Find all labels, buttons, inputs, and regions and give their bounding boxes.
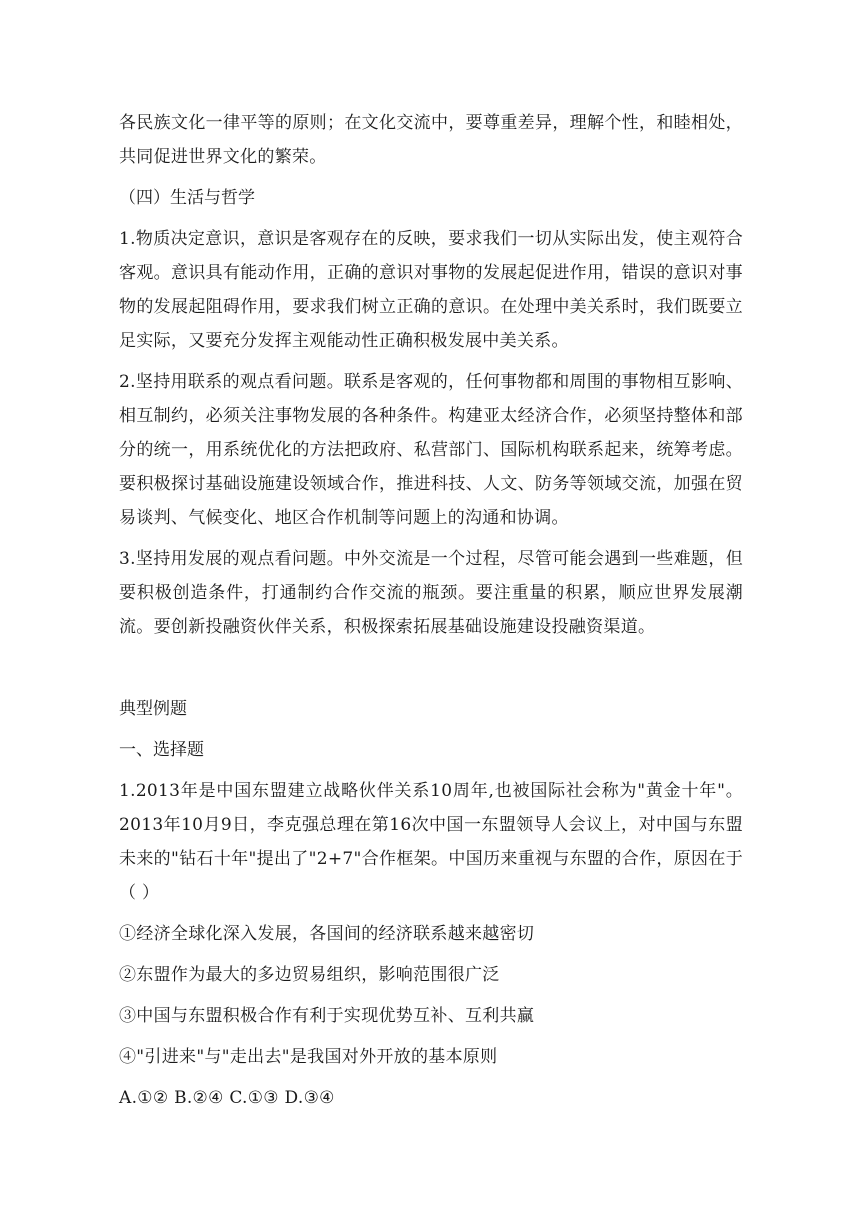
section-spacer	[119, 651, 743, 692]
choice-section-title: 一、选择题	[119, 740, 204, 760]
continuation-paragraph: 各民族文化一律平等的原则；在文化交流中，要尊重差异，理解个性，和睦相处，共同促进世界文化的繁荣。	[119, 113, 743, 167]
subheading-life-philosophy: （四）生活与哲学	[119, 188, 255, 208]
point-2-paragraph: 2.坚持用联系的观点看问题。联系是客观的，任何事物都和周围的事物相互影响、相互制约，必须关注事物发展的各种条件。构建亚太经济合作，必须坚持整体和部分的统一，用系统优化的方法把政府、私营部门、国际机构联系起来，统筹考虑。要积极探讨基础设施建设领域合作，推进科技、人文、防务等领域交流，加强在贸易谈判、气候变化、地区合作机制等问题上的沟通和协调。	[119, 372, 743, 528]
point-1-paragraph: 1.物质决定意识，意识是客观存在的反映，要求我们一切从实际出发，使主观符合客观。意识具有能动作用，正确的意识对事物的发展起促进作用，错误的意识对事物的发展起阻碍作用，要求我们树立正确的意识。在处理中美关系时，我们既要立足实际，又要充分发挥主观能动性正确积极发展中美关系。	[119, 229, 743, 351]
option-4: ④"引进来"与"走出去"是我国对外开放的基本原则	[119, 1047, 498, 1067]
question-1-stem: 1.2013年是中国东盟建立战略伙伴关系10周年,也被国际社会称为"黄金十年"。2013年10月9日，李克强总理在第16次中国一东盟领导人会议上，对中国与东盟未来的"钻石十年"提出了"2+7"合作框架。中国历来重视与东盟的合作，原因在于（ ）	[119, 781, 743, 903]
option-2: ②东盟作为最大的多边贸易组织，影响范围很广泛	[119, 965, 500, 985]
answer-choices: A.①② B.②④ C.①③ D.③④	[119, 1088, 335, 1108]
examples-title: 典型例题	[119, 699, 187, 719]
document-body	[119, 106, 743, 1122]
option-3: ③中国与东盟积极合作有利于实现优势互补、互利共赢	[119, 1006, 535, 1026]
point-3-paragraph: 3.坚持用发展的观点看问题。中外交流是一个过程，尽管可能会遇到一些难题，但要积极创造条件，打通制约合作交流的瓶颈。要注重量的积累，顺应世界发展潮流。要创新投融资伙伴关系，积极探索拓展基础设施建设投融资渠道。	[119, 549, 743, 637]
option-1: ①经济全球化深入发展，各国间的经济联系越来越密切	[119, 924, 535, 944]
